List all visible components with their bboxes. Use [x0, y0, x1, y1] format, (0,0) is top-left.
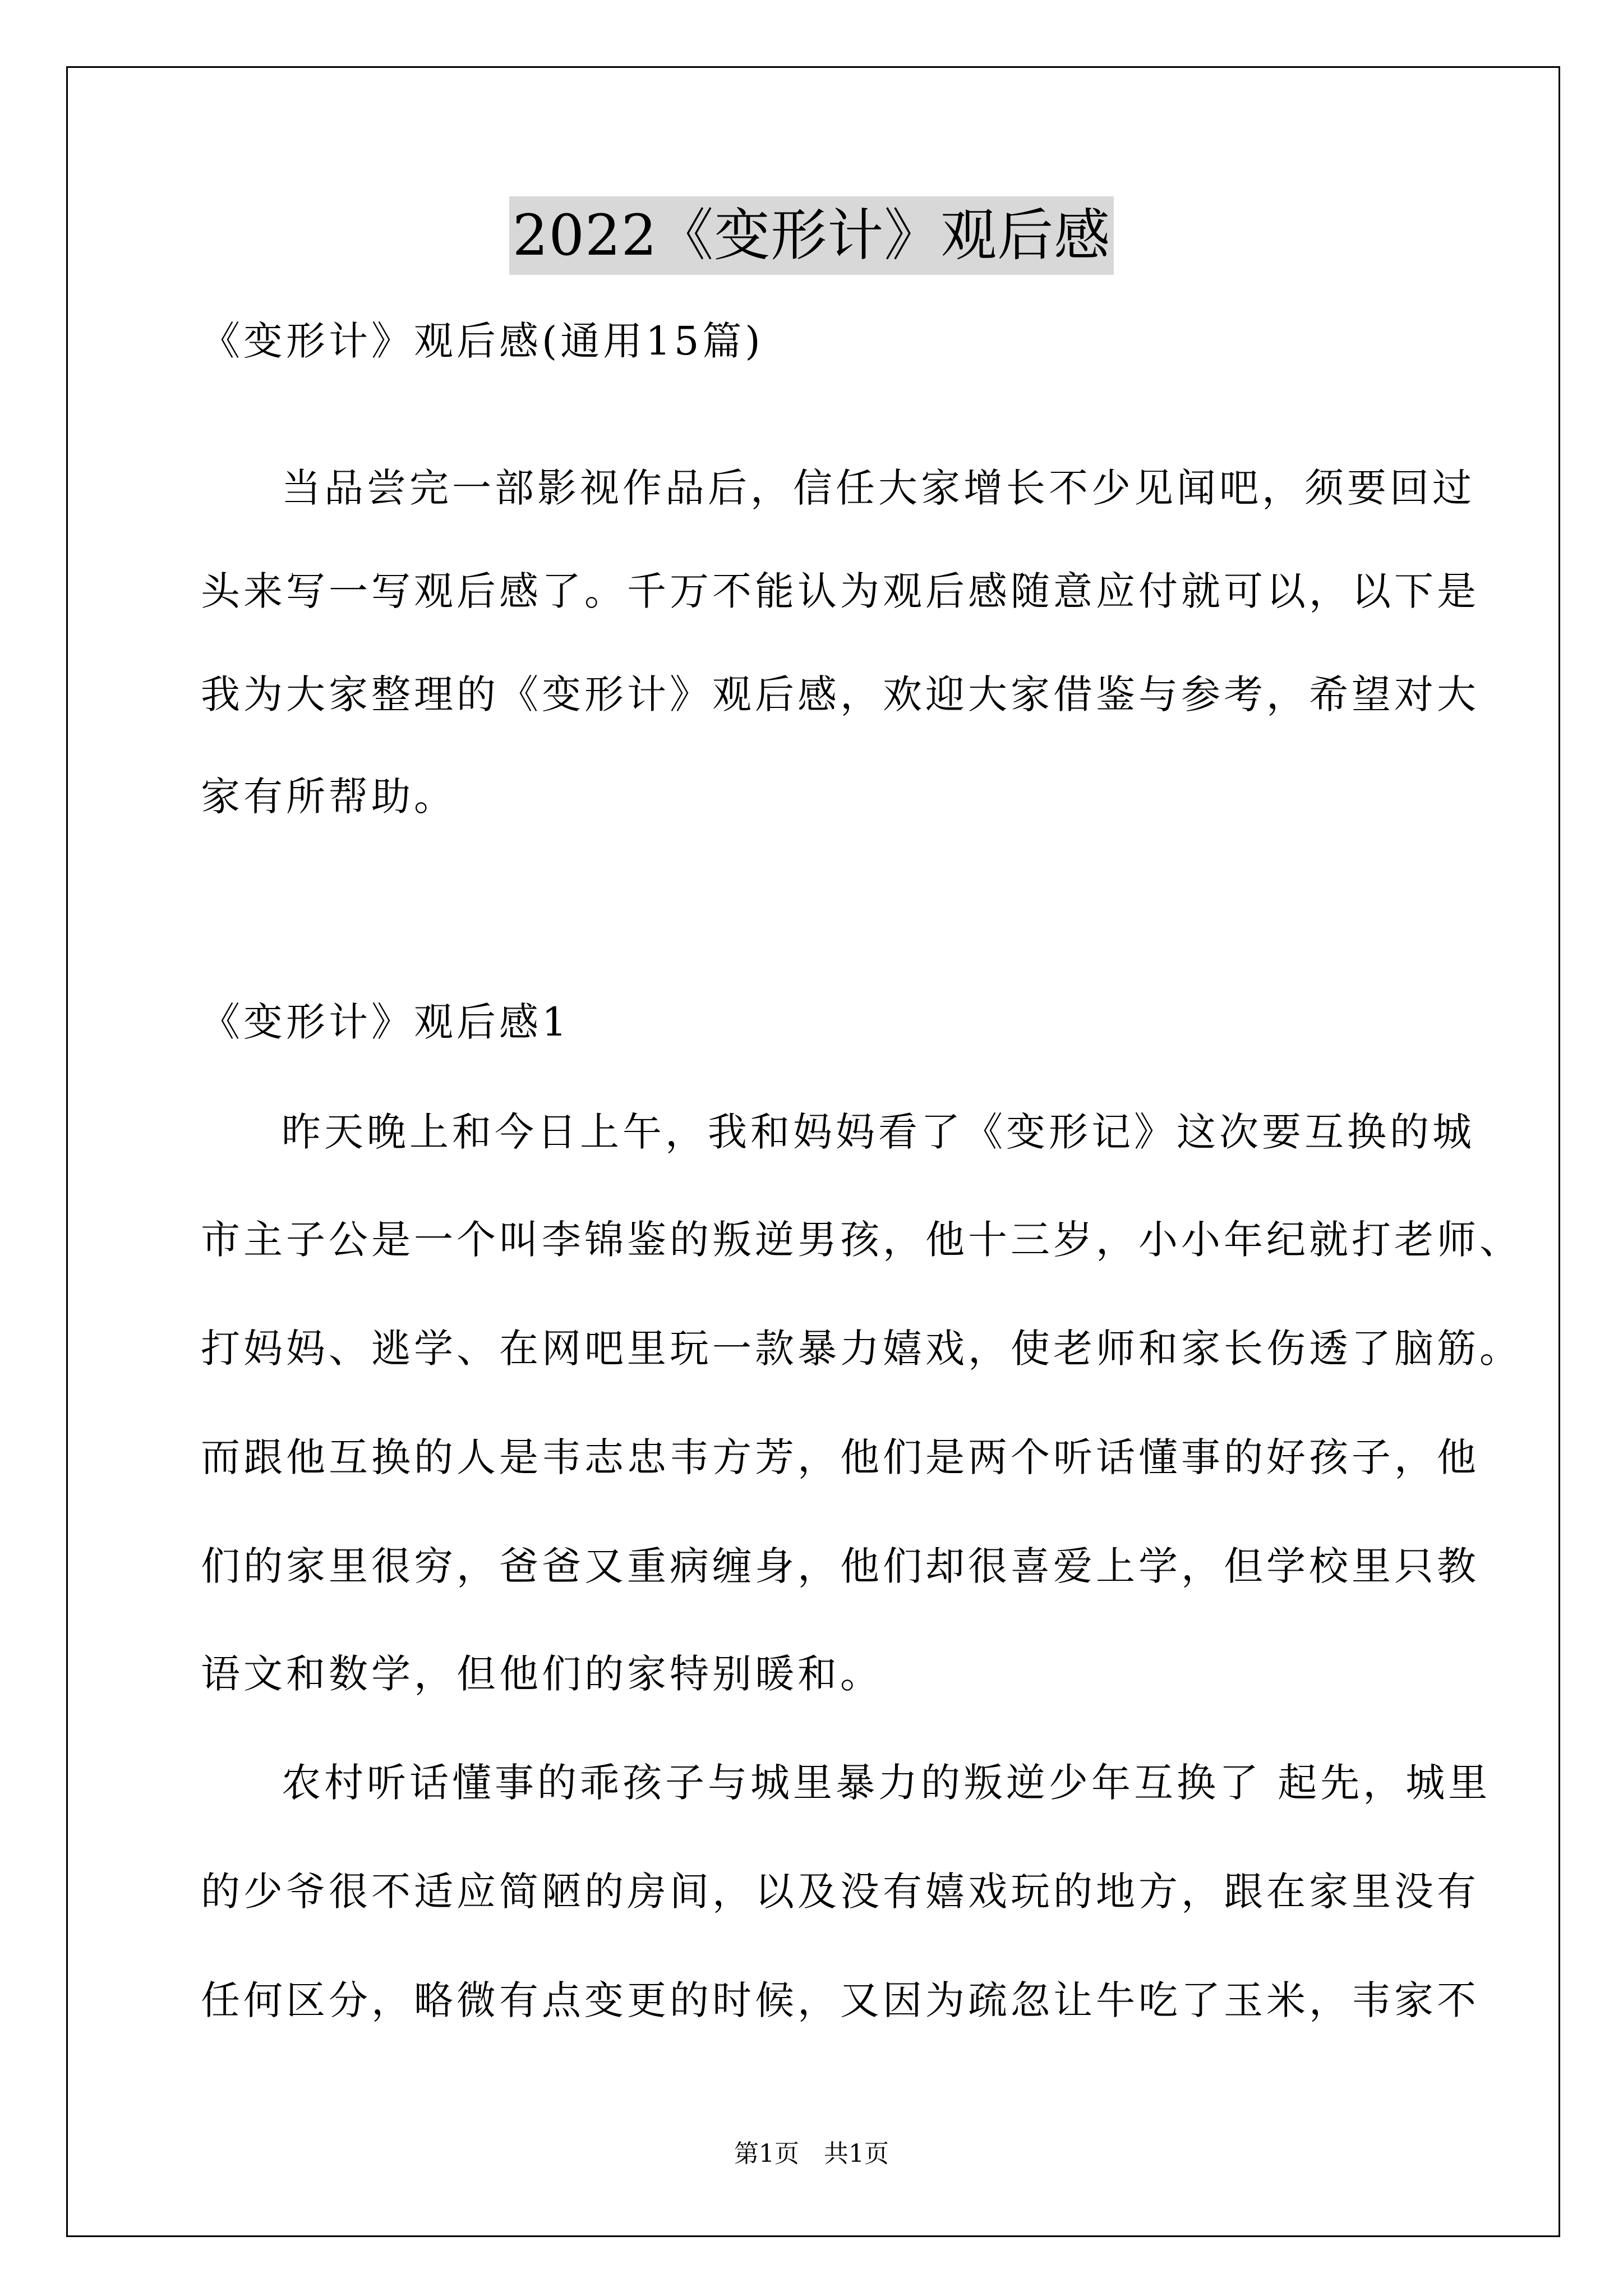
body-line: 昨天晚上和今日上午，我和妈妈看了《变形记》这次要互换的城 — [282, 1109, 1475, 1155]
page-footer — [0, 2137, 1623, 2171]
body-line: 们的家里很穷，爸爸又重病缠身，他们却很喜爱上学，但学校里只教 — [201, 1543, 1479, 1589]
title-container — [0, 196, 1623, 275]
body-line: 农村听话懂事的乖孩子与城里暴力的叛逆少年互换了 起先，城里 — [282, 1760, 1491, 1806]
page-total: 共1页 — [824, 2139, 889, 2168]
body-line: 的少爷很不适应简陋的房间，以及没有嬉戏玩的地方，跟在家里没有 — [201, 1869, 1479, 1915]
body-line: 市主子公是一个叫李锦鉴的叛逆男孩，他十三岁，小小年纪就打老师、 — [201, 1217, 1522, 1263]
intro-line: 当品尝完一部影视作品后，信任大家增长不少见闻吧，须要回过 — [282, 465, 1475, 511]
intro-line: 我为大家整理的《变形计》观后感，欢迎大家借鉴与参考，希望对大 — [201, 671, 1479, 717]
body-line: 语文和数学，但他们的家特别暖和。 — [201, 1651, 883, 1697]
body-line: 任何区分，略微有点变更的时候，又因为疏忽让牛吃了玉米，韦家不 — [201, 1977, 1479, 2023]
document-subtitle: 《变形计》观后感(通用15篇) — [201, 318, 764, 364]
section-heading: 《变形计》观后感1 — [201, 999, 570, 1045]
intro-line: 头来写一写观后感了。千万不能认为观后感随意应付就可以，以下是 — [201, 568, 1479, 614]
intro-line: 家有所帮助。 — [201, 774, 457, 820]
document-title: 2022《变形计》观后感 — [509, 196, 1114, 275]
page-number: 第1页 — [734, 2139, 799, 2168]
body-line: 打妈妈、逃学、在网吧里玩一款暴力嬉戏，使老师和家长伤透了脑筋。 — [201, 1326, 1522, 1372]
body-line: 而跟他互换的人是韦志忠韦方芳，他们是两个听话懂事的好孩子，他 — [201, 1434, 1479, 1480]
